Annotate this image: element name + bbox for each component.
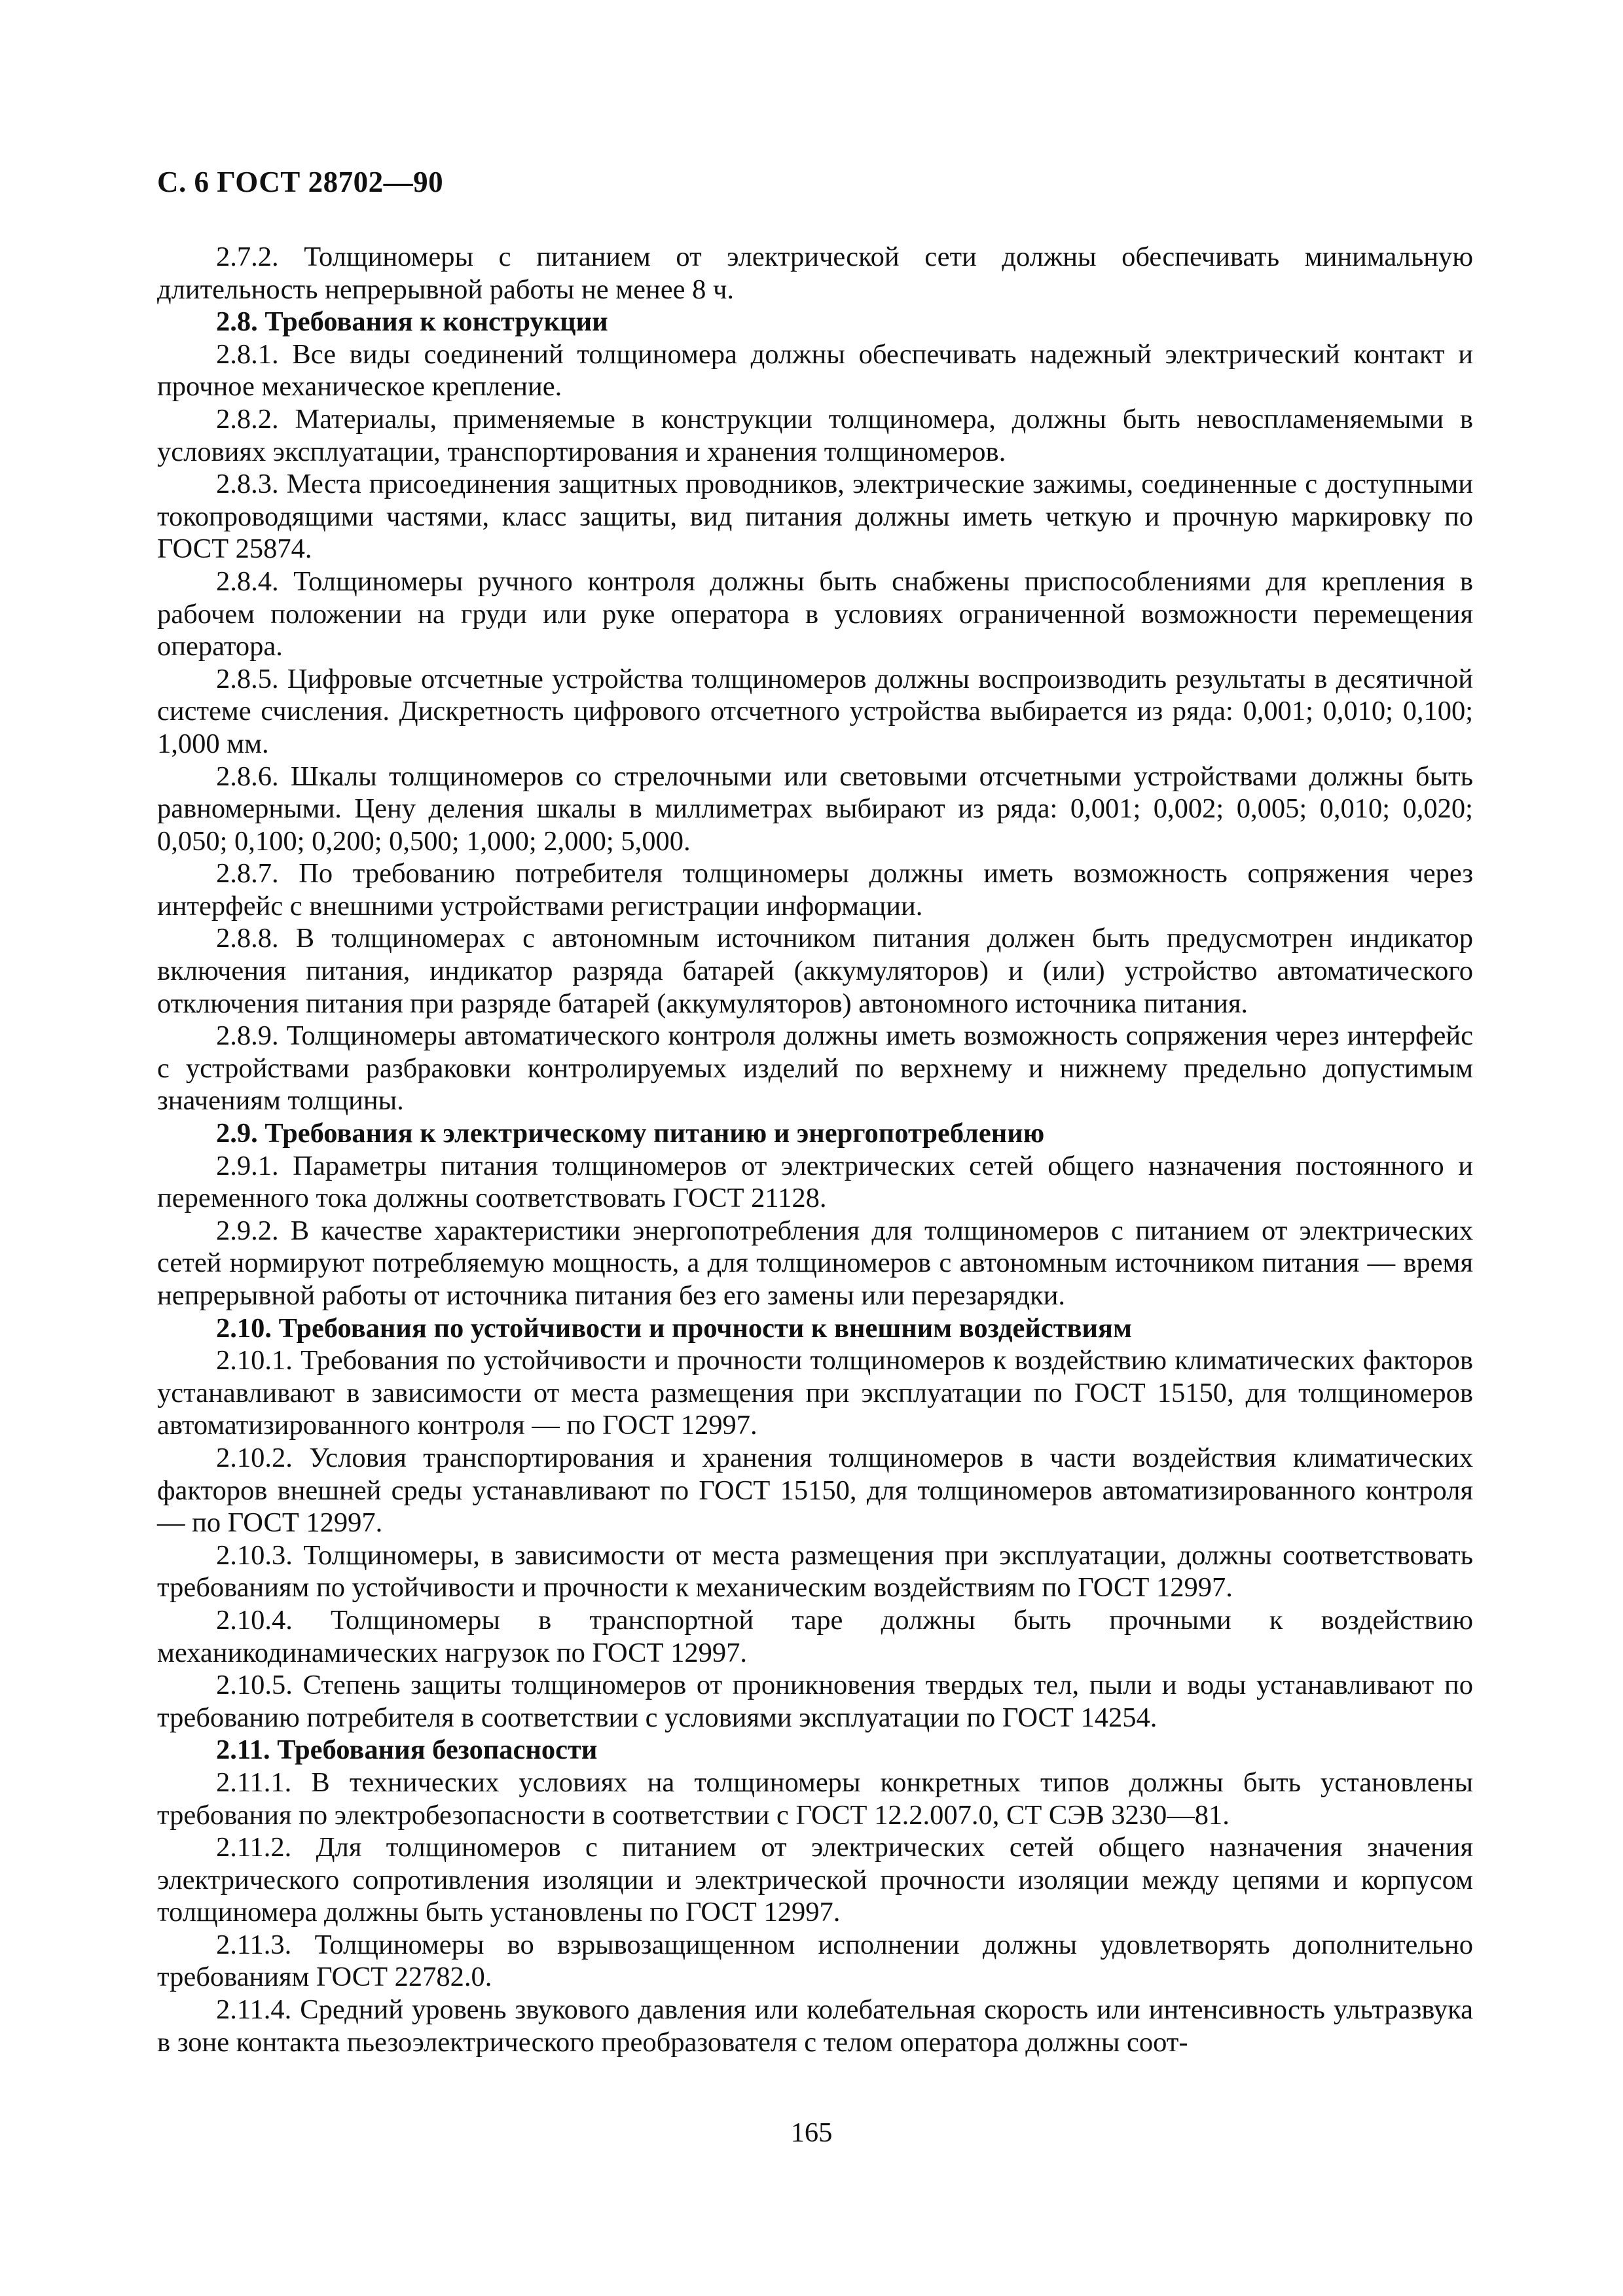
section-heading-2-8: 2.8. Требования к конструкции	[216, 306, 608, 338]
paragraph-2-11-2: 2.11.2. Для толщиномеров с питанием от электрических сетей общего назначения значения электрического сопротивления изоляции и электрической прочности изоляции между цепями и корпусом толщиномера должны быть установлены по ГОСТ 12997.	[157, 1832, 1473, 1928]
paragraph-2-10-2: 2.10.2. Условия транспортирования и хранения толщиномеров в части воздействия климатических факторов внешней среды устанавливают по ГОСТ 15150, для толщиномеров автоматизированного контроля — по ГОСТ 12997.	[157, 1442, 1473, 1539]
paragraph-2-10-5: 2.10.5. Степень защиты толщиномеров от проникновения твердых тел, пыли и воды устанавливают по требованию потребителя в соответствии с условиями эксплуатации по ГОСТ 14254.	[157, 1670, 1473, 1733]
paragraph-2-8-2: 2.8.2. Материалы, применяемые в конструкции толщиномера, должны быть невоспламеняемыми в условиях эксплуатации, транспортирования и хранения толщиномеров.	[157, 403, 1473, 467]
paragraph-2-8-1: 2.8.1. Все виды соединений толщиномера должны обеспечивать надежный электрический контакт и прочное механическое крепление.	[157, 338, 1473, 403]
paragraph-2-11-4: 2.11.4. Средний уровень звукового давления или колебательная скорость или интенсивность ультразвука в зоне контакта пьезоэлектрического преобразователя с телом оператора должны соот-	[157, 1994, 1473, 2058]
paragraph-2-8-8: 2.8.8. В толщиномерах с автономным источником питания должен быть предусмотрен индикатор включения питания, индикатор разряда батарей (аккумуляторов) и (или) устройство автоматического отключения питания при разряде батарей (аккумуляторов) автономного источника питания.	[157, 923, 1473, 1019]
section-heading-2-9: 2.9. Требования к электрическому питанию и энергопотреблению	[216, 1118, 1045, 1149]
paragraph-2-8-3: 2.8.3. Места присоединения защитных проводников, электрические зажимы, соединенные с доступными токопроводящими частями, класс защиты, вид питания должны иметь четкую и прочную маркировку по ГОСТ 25874.	[157, 469, 1473, 565]
paragraph-2-8-6: 2.8.6. Шкалы толщиномеров со стрелочными или световыми отсчетными устройствами должны быть равномерными. Цену деления шкалы в миллиметрах выбирают из ряда: 0,001; 0,002; 0,005; 0,010; 0,020; 0,050; 0,100; 0,200; 0,500; 1,000; 2,000; 5,000.	[157, 761, 1473, 857]
paragraph-2-9-1: 2.9.1. Параметры питания толщиномеров от электрических сетей общего назначения постоянного и переменного тока должны соответствовать ГОСТ 21128.	[157, 1150, 1473, 1214]
paragraph-2-8-9: 2.8.9. Толщиномеры автоматического контроля должны иметь возможность сопряжения через интерфейс с устройствами разбраковки контролируемых изделий по верхнему и нижнему предельно допустимым значениям толщины.	[157, 1020, 1473, 1117]
section-heading-2-10: 2.10. Требования по устойчивости и прочности к внешним воздействиям	[216, 1312, 1132, 1344]
paragraph-2-10-1: 2.10.1. Требования по устойчивости и прочности толщиномеров к воздействию климатических факторов устанавливают в зависимости от места размещения при эксплуатации по ГОСТ 15150, для толщиномеров автоматизированного контроля — по ГОСТ 12997.	[157, 1345, 1473, 1441]
running-header: С. 6 ГОСТ 28702—90	[157, 166, 444, 198]
paragraph-2-7-2: 2.7.2. Толщиномеры с питанием от электрической сети должны обеспечивать минимальную длительность непрерывной работы не менее 8 ч.	[157, 242, 1473, 305]
page-number: 165	[790, 2117, 833, 2148]
section-heading-2-11: 2.11. Требования безопасности	[216, 1734, 598, 1766]
paragraph-2-8-4: 2.8.4. Толщиномеры ручного контроля должны быть снабжены приспособлениями для крепления в рабочем положении на груди или руке оператора в условиях ограниченной возможности перемещения оператора.	[157, 565, 1473, 662]
paragraph-2-8-7: 2.8.7. По требованию потребителя толщиномеры должны иметь возможность сопряжения через интерфейс с внешними устройствами регистрации информации.	[157, 858, 1473, 922]
paragraph-2-10-4: 2.10.4. Толщиномеры в транспортной таре должны быть прочными к воздействию механикодинамических нагрузок по ГОСТ 12997.	[157, 1604, 1473, 1668]
paragraph-2-10-3: 2.10.3. Толщиномеры, в зависимости от места размещения при эксплуатации, должны соответствовать требованиям по устойчивости и прочности к механическим воздействиям по ГОСТ 12997.	[157, 1539, 1473, 1604]
paragraph-2-11-3: 2.11.3. Толщиномеры во взрывозащищенном исполнении должны удовлетворять дополнительно требованиям ГОСТ 22782.0.	[157, 1929, 1473, 1993]
paragraph-2-8-5: 2.8.5. Цифровые отсчетные устройства толщиномеров должны воспроизводить результаты в десятичной системе счисления. Дискретность цифрового отсчетного устройства выбирается из ряда: 0,001; 0,010; 0,100; 1,000 мм.	[157, 663, 1473, 759]
paragraph-2-9-2: 2.9.2. В качестве характеристики энергопотребления для толщиномеров с питанием от электрических сетей нормируют потребляемую мощность, а для толщиномеров с автономным источником питания — время непрерывной работы от источника питания без его замены или перезарядки.	[157, 1215, 1473, 1311]
document-body	[157, 241, 1473, 2058]
paragraph-2-11-1: 2.11.1. В технических условиях на толщиномеры конкретных типов должны быть установлены требования по электробезопасности в соответствии с ГОСТ 12.2.007.0, СТ СЭВ 3230—81.	[157, 1767, 1473, 1831]
